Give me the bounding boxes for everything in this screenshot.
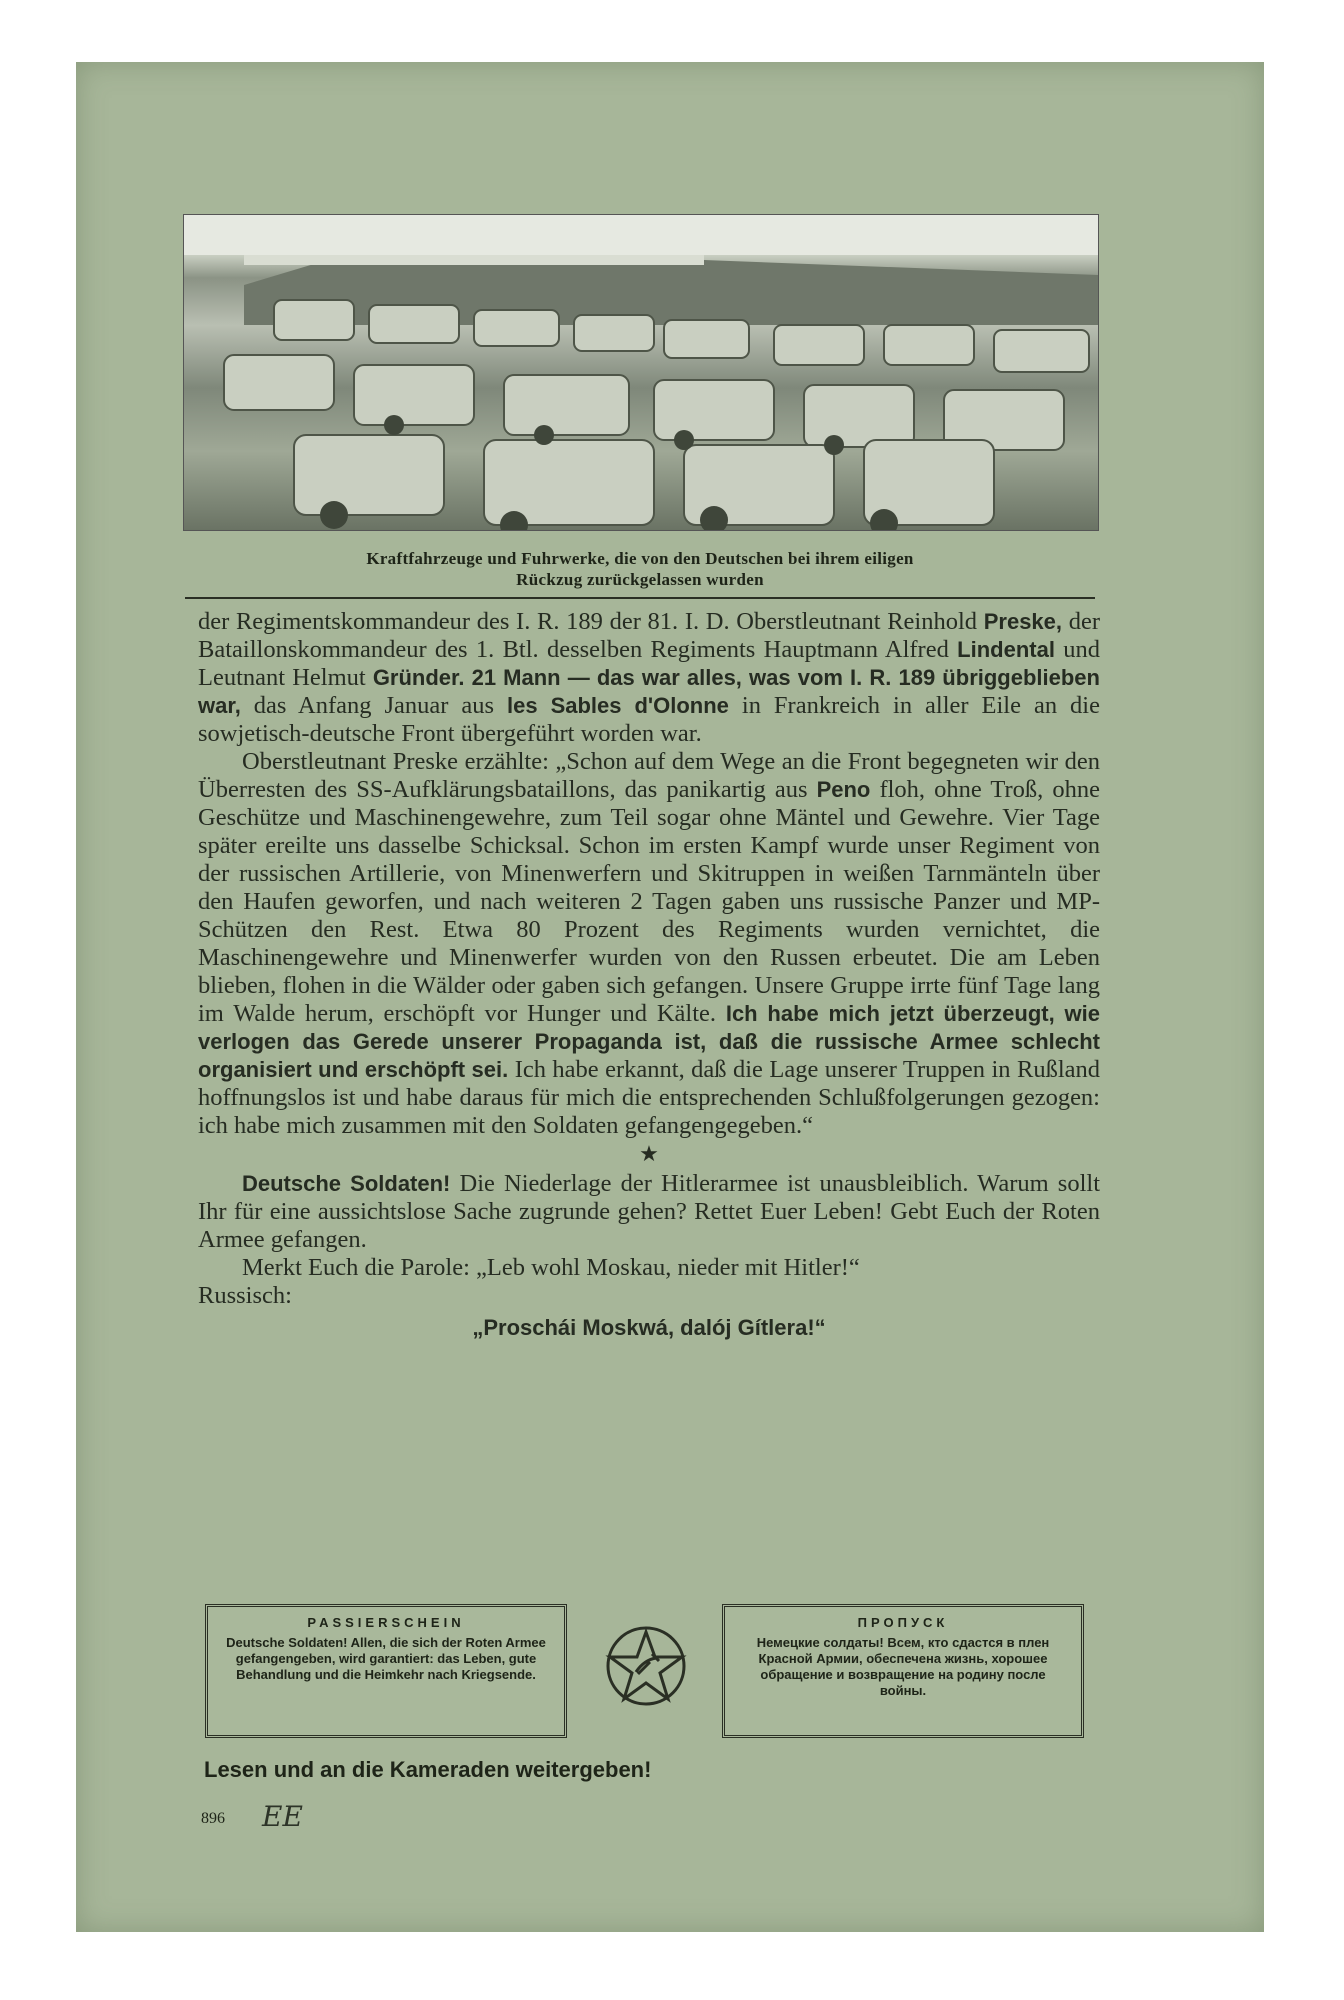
caption-divider <box>185 597 1095 599</box>
article-body <box>198 608 1100 1342</box>
text-run: floh, ohne Troß, ohne Geschütze und Maschinengewehre, zum Teil sogar ohne Mäntel und Gewehre. Vier Tage später ereilte uns dasselbe Schicksal. Schon im ersten Kampf wurde unser Regiment von der russischen Artillerie, von Minenwerfern und Skitruppen in weißen Tarnmänteln über den Haufen geworfen, und nach weiteren 2 Tagen gaben uns russische Panzer und MP-Schützen den Rest. Etwa 80 Prozent des Regiments wurden vernichtet, die Maschinengewehre und Minenwerfer wurden von den Russen erbeutet. Die am Leben blieben, flohen in die Wälder oder gaben sich gefangen. Unsere Gruppe irrte fünf Tage lang im Walde herum, erschöpft vor Hunger und Kälte. <box>198 776 1100 1027</box>
pass-russian-text: Немецкие солдаты! Всем, кто сдастся в плен Красной Армии, обеспечена жизнь, хорошее обращение и возвращение на родину после войны. <box>756 1635 1050 1698</box>
text-run: das Anfang Januar aus <box>240 692 508 719</box>
leaflet-number: 896 <box>201 1810 225 1827</box>
bold-run: Deutsche Soldaten! <box>242 1171 451 1196</box>
text-run: und Leutnant Helmut <box>198 636 1100 691</box>
pass-german <box>205 1604 567 1738</box>
photo-abandoned-vehicles <box>183 214 1099 531</box>
paragraph-1 <box>198 608 1100 748</box>
bold-run: Ich habe mich jetzt überzeugt, wie verlogen das Gerede unserer Propaganda ist, daß die russische Armee schlecht organisiert und erschöpft sei. <box>198 1001 1100 1082</box>
caption-line-1: Kraftfahrzeuge und Fuhrwerke, die von den Deutschen bei ihrem eiligen <box>366 549 914 568</box>
bold-run: Preske, <box>983 609 1063 634</box>
pass-german-title: PASSIERSCHEIN <box>307 1615 465 1630</box>
text-run: Ich habe erkannt, daß die Lage unserer Truppen in Rußland hoffnungslos ist und habe daraus für mich die entsprechenden Schlußfolgerungen gezogen: ich habe mich zusammen mit den Soldaten gefangengegeben.“ <box>198 1056 1100 1139</box>
pass-russian-title: ПРОПУСК <box>857 1615 949 1630</box>
text-run: Die Niederlage der Hitlerarmee ist unausbleiblich. Warum sollt Ihr für eine aussichtslose Sache zugrunde gehen? Rettet Euer Leben! Gebt Euch der Roten Armee gefangen. <box>198 1170 1101 1253</box>
text-run: der Regimentskommandeur des I. R. 189 der 81. I. D. Oberstleutnant Reinhold <box>198 608 984 635</box>
text-run: Oberstleutnant Preske erzählte: „Schon auf dem Wege an die Front begegneten wir den Überresten des SS-Aufklärungsbataillons, das panikartig aus <box>198 748 1100 803</box>
motto-russian: „Proschái Moskwá, dalój Gítlera!“ <box>472 1315 826 1340</box>
text-run: der Bataillonskommandeur des 1. Btl. desselben Regiments Hauptmann Alfred <box>198 608 1100 663</box>
paragraph-3 <box>198 1170 1100 1254</box>
soviet-star-emblem-icon <box>604 1624 688 1708</box>
bold-run: Gründer. 21 Mann — das war alles, was vom I. R. 189 übriggeblieben war, <box>198 665 1100 718</box>
pass-russian <box>722 1604 1084 1738</box>
paragraph-4: Merkt Euch die Parole: „Leb wohl Moskau, nieder mit Hitler!“ <box>242 1254 860 1281</box>
photo-caption <box>200 548 1080 590</box>
bold-run: Peno <box>816 777 871 802</box>
text-run: in Frankreich in aller Eile an die sowjetisch-deutsche Front übergeführt worden war. <box>198 692 1100 747</box>
handwritten-initials: EE <box>262 1800 303 1833</box>
paragraph-2 <box>198 748 1100 1140</box>
caption-line-2: Rückzug zurückgelassen wurden <box>516 570 764 589</box>
footer-instruction: Lesen und an die Kameraden weitergeben! <box>204 1757 652 1782</box>
star-separator: ★ <box>639 1141 659 1166</box>
bold-run: les Sables d'Olonne <box>507 693 729 718</box>
pass-german-text: Deutsche Soldaten! Allen, die sich der Roten Armee gefangengeben, wird garantiert: das Leben, gute Behandlung und die Heimkehr nach Kriegsende. <box>226 1635 546 1682</box>
paragraph-5: Russisch: <box>198 1282 292 1309</box>
bold-run: Lindental <box>957 637 1055 662</box>
photo-image <box>184 215 1098 530</box>
